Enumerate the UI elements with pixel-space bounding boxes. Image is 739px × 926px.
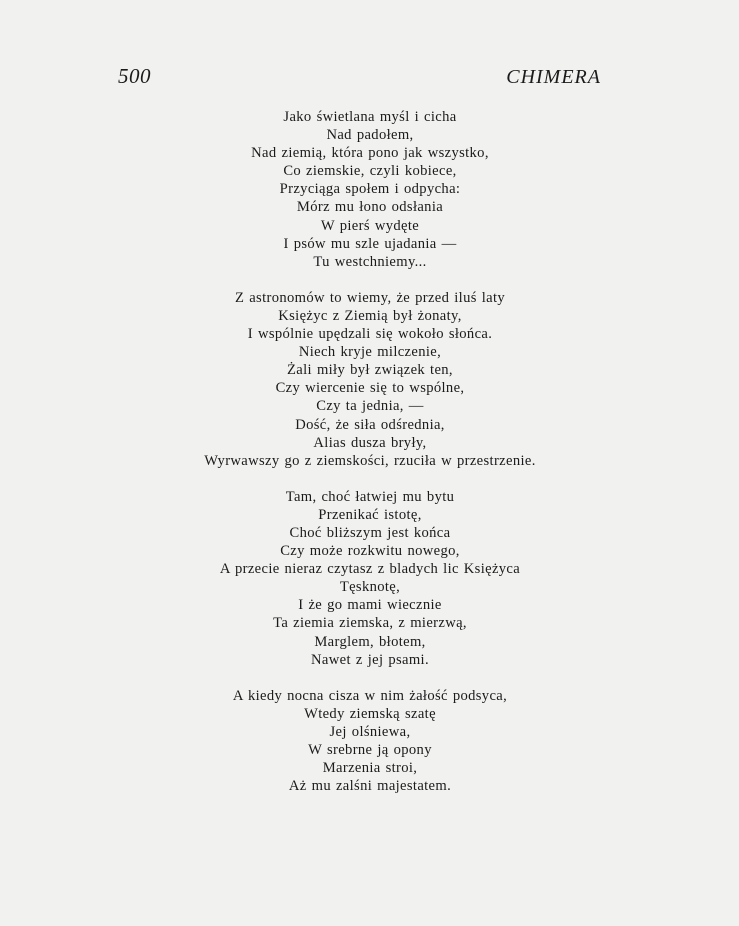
- poem-line: Mórz mu łono odsłania: [296, 199, 444, 216]
- poem-line: Marzenia stroi,: [322, 760, 418, 777]
- poem-line: Księżyc z Ziemią był żonaty,: [278, 307, 462, 324]
- page-number: 500: [118, 64, 151, 88]
- poem-line: Tęsknotę,: [339, 579, 401, 596]
- stanza-3: [150, 488, 590, 669]
- poem-line: Niech kryje milczenie,: [298, 344, 442, 361]
- poem-line: Nawet z jej psami.: [311, 651, 429, 668]
- poem-line: W srebrne ją opony: [308, 742, 432, 758]
- poem-line: Nad padołem,: [326, 127, 414, 144]
- poem-line: Czy ta jednia, —: [316, 398, 424, 415]
- poem-line: Tam, choć łatwiej mu bytu: [285, 488, 455, 505]
- stanza-4: [150, 687, 590, 796]
- poem-line: Choć bliższym jest końca: [289, 524, 451, 541]
- poem-line: Czy może rozkwitu nowego,: [280, 543, 460, 560]
- poem-line: I wspólnie upędzali się wokoło słońca.: [247, 326, 493, 343]
- poem-line: Przenikać istotę,: [318, 506, 422, 523]
- poem: [150, 108, 590, 795]
- poem-line: Dość, że siła odśrednia,: [295, 416, 445, 433]
- poem-line: Ta ziemia ziemska, z mierzwą,: [273, 615, 467, 632]
- poem-line: Jej olśniewa,: [329, 723, 411, 740]
- poem-line: Czy wiercenie się to wspólne,: [275, 380, 465, 397]
- poem-line: Jako świetlana myśl i cicha: [283, 109, 457, 125]
- poem-line: I psów mu szle ujadania —: [283, 235, 457, 252]
- poem-line: Co ziemskie, czyli kobiece,: [283, 163, 457, 180]
- poem-line: Marglem, błotem,: [314, 633, 426, 650]
- poem-line: A kiedy nocna cisza w nim żałość podsyca,: [232, 687, 508, 704]
- poem-line: W pierś wydęte: [320, 217, 420, 234]
- poem-line: Nad ziemią, która pono jak wszystko,: [251, 145, 489, 162]
- poem-line: Tu westchniemy...: [313, 253, 427, 270]
- poem-line: I że go mami wiecznie: [298, 597, 442, 614]
- poem-line: Żali miły był związek ten,: [287, 362, 453, 379]
- stanza-2: [150, 289, 590, 470]
- poem-line: Przyciąga społem i odpycha:: [279, 181, 461, 198]
- poem-line: Aż mu zalśni majestatem.: [288, 778, 452, 795]
- poem-line: Z astronomów to wiemy, że przed iluś laty: [234, 289, 506, 306]
- poem-line: Wtedy ziemską szatę: [304, 705, 436, 722]
- poem-line: Alias dusza bryły,: [313, 434, 427, 451]
- stanza-1: [150, 108, 590, 271]
- poem-line: Wyrwawszy go z ziemskości, rzuciła w przestrzenie.: [204, 452, 536, 469]
- poem-line: A przecie nieraz czytasz z bladych lic Księżyca: [219, 561, 521, 578]
- running-title: CHIMERA: [506, 66, 601, 88]
